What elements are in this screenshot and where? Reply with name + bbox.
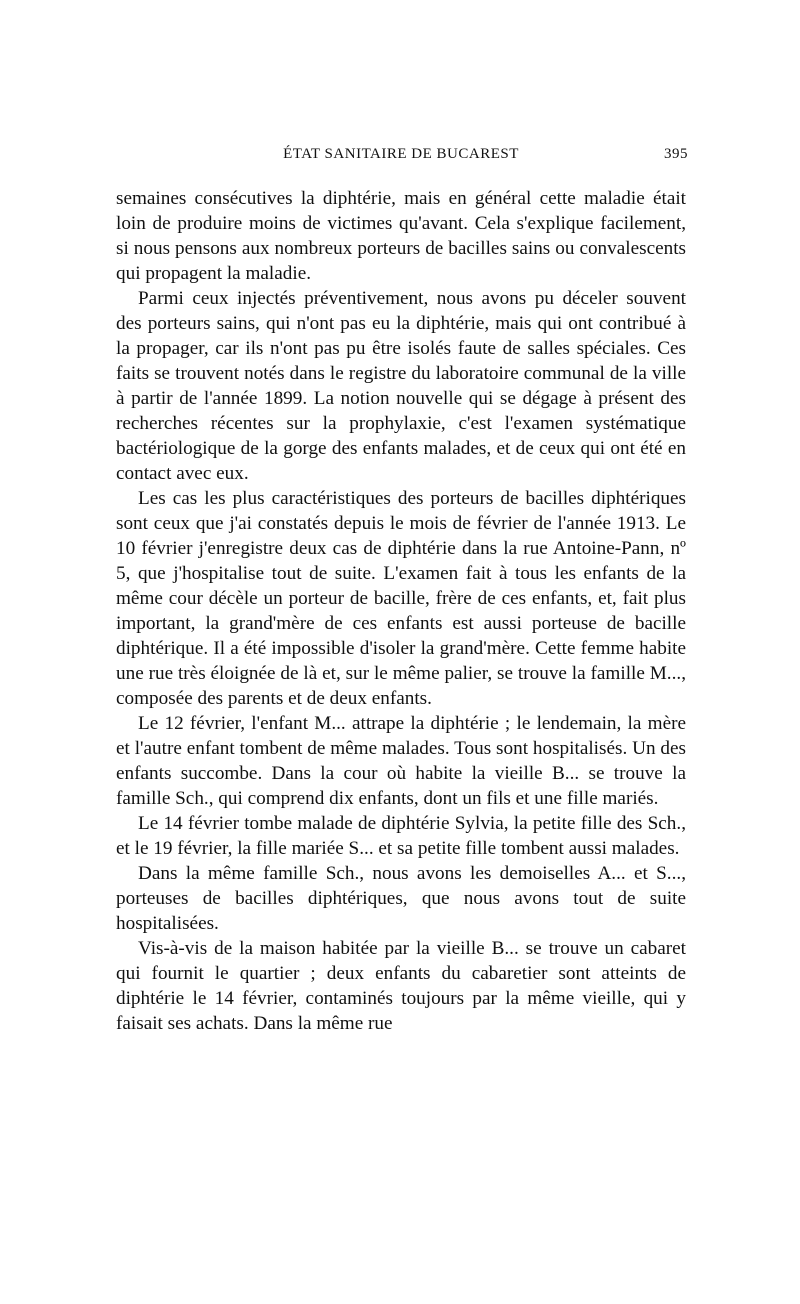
paragraph-2: Parmi ceux injectés préventivement, nous avons pu déceler souvent des porteurs sains, qui n'ont pas eu la diphtérie, mais qui ont contribué à la propager, car ils n'ont pas pu être isolés faute de salles spéciales. Ces faits se trouvent notés dans le registre du laboratoire communal de la ville à partir de l'année 1899. La notion nouvelle qui se dégage à présent des recherches récentes sur la prophylaxie, c'est l'examen systématique bactériologique de la gorge des enfants malades, et de ceux qui ont été en contact avec eux. — [116, 288, 686, 484]
paragraph-5: Le 14 février tombe malade de diphtérie Sylvia, la petite fille des Sch., et le 19 février, la fille mariée S... et sa petite fille tombent aussi malades. — [116, 813, 686, 859]
page-number: 395 — [664, 146, 688, 162]
body-text — [116, 186, 686, 1036]
paragraph-6: Dans la même famille Sch., nous avons les demoiselles A... et S..., porteuses de bacilles diphtériques, que nous avons tout de suite hospitalisées. — [116, 863, 686, 934]
running-title: ÉTAT SANITAIRE DE BUCAREST — [283, 146, 519, 162]
running-head — [116, 140, 686, 170]
document-page — [116, 140, 686, 1036]
paragraph-4: Le 12 février, l'enfant M... attrape la diphtérie ; le lendemain, la mère et l'autre enfant tombent de même malades. Tous sont hospitalisés. Un des enfants succombe. Dans la cour où habite la vieille B... se trouve la famille Sch., qui comprend dix enfants, dont un fils et une fille mariés. — [116, 713, 686, 809]
paragraph-3: Les cas les plus caractéristiques des porteurs de bacilles diphtériques sont ceux que j'ai constatés depuis le mois de février de l'année 1913. Le 10 février j'enregistre deux cas de diphtérie dans la rue Antoine-Pann, nº 5, que j'hospitalise tout de suite. L'examen fait à tous les enfants de la même cour décèle un porteur de bacille, frère de ces enfants, et, fait plus important, la grand'mère de ces enfants est aussi porteuse de bacille diphtérique. Il a été impossible d'isoler la grand'mère. Cette femme habite une rue très éloignée de là et, sur le même palier, se trouve la famille M..., composée des parents et de deux enfants. — [116, 488, 686, 709]
paragraph-7: Vis-à-vis de la maison habitée par la vieille B... se trouve un cabaret qui fournit le quartier ; deux enfants du cabaretier sont atteints de diphtérie le 14 février, contaminés toujours par la même vieille, qui y faisait ses achats. Dans la même rue — [116, 938, 686, 1034]
paragraph-1: semaines consécutives la diphtérie, mais en général cette maladie était loin de produire moins de victimes qu'avant. Cela s'explique facilement, si nous pensons aux nombreux porteurs de bacilles sains ou convalescents qui propagent la maladie. — [116, 188, 686, 284]
